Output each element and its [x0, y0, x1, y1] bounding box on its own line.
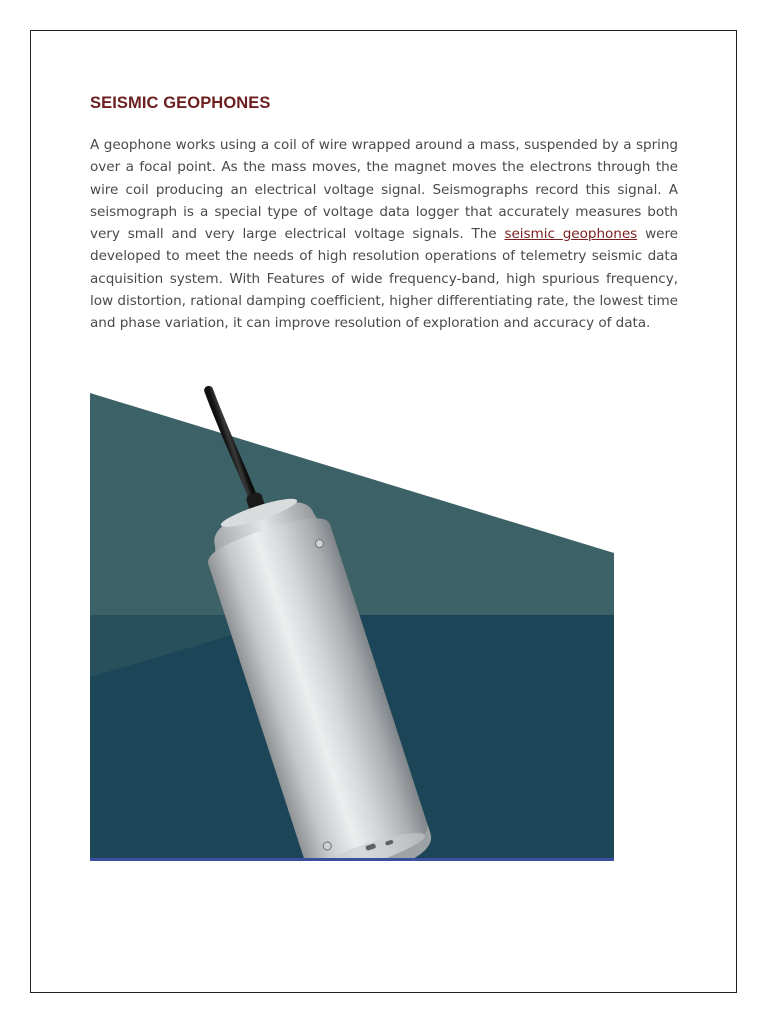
geophone-photo [90, 377, 614, 861]
paragraph-text-after-link: were developed to meet the needs of high resolution operations of telemetry seismic data acquisition system. With Features of wide frequency-band, high spurious frequency, low distortion, rational damping coefficient, higher differentiating rate, the lowest time and phase variation, it can improve resolution of exploration and accuracy of data. [90, 226, 678, 332]
paragraph-text-before-link: A geophone works using a coil of wire wrapped around a mass, suspended by a spring over a focal point. As the mass moves, the magnet moves the electrons through the wire coil producing an electrical voltage signal. Seismographs record this signal. A seismograph is a special type of voltage data logger that accurately measures both very small and very large electrical voltage signals. The [90, 137, 678, 243]
document-title: SEISMIC GEOPHONES [90, 94, 271, 112]
seismic-geophones-link[interactable]: seismic geophones [504, 226, 638, 243]
document-paragraph [90, 134, 678, 335]
image-bottom-rule [90, 858, 614, 861]
